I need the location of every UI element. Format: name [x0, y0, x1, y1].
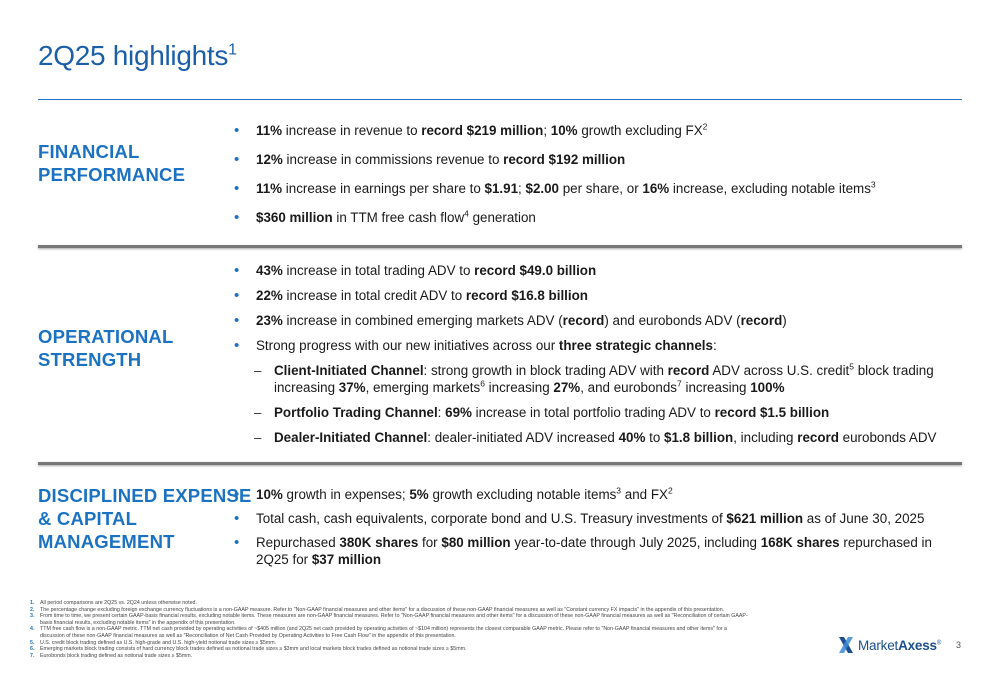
- footnote: 7. Eurobonds block trading defined as notional trade sizes ≥ $5mm.: [30, 652, 193, 659]
- bullet-expenses: • 10% growth in expenses; 5% growth excluding notable items$^3$ and $FX^2$: [232, 486, 962, 503]
- section-divider: [38, 245, 962, 248]
- logo-wordmark: MarketAxess®: [858, 637, 942, 653]
- sub-client-initiated: – Client-Initiated Channel: strong growth in block trading ADV with record ADV across U.S. credit$^5$ block trading increasing 37%, emerging markets$^6$ increasing 27%, and eurobonds$^7$ increasing 100%: [232, 362, 962, 396]
- footnote: 1. All period comparisons are 2Q25 vs. 2Q24 unless otherwise noted.: [30, 600, 197, 606]
- section-body-operational: [232, 262, 962, 446]
- section-label-operational: OPERATIONAL STRENGTH: [38, 326, 174, 370]
- bullet-eps: • 11% increase in earnings per share to $1.91; $2.00 per share, or 16% increase, excluding notable items$^3$: [232, 180, 962, 197]
- footnote: 3. From time to time, we present certain GAAP-basis financial results, excluding notable items. These measures are non-GAAP financial measures. Refer to "Non-GAAP financial measures and other items" for a discussion of these non-GAAP financial measures as well as "Reconciliation of certain GAAP-basis financial results, excluding notable items" in the appendix of this presentation.: [30, 613, 748, 626]
- bullet-free-cash-flow: • $360 million in TTM free cash flow$^4$ generation: [232, 209, 962, 226]
- bullet-cash-investments: • Total cash, cash equivalents, corporate bond and U.S. Treasury investments of $621 million as of June 30, 2025: [232, 510, 962, 527]
- bullet-revenue: • 11% increase in revenue to record $219 million; 10% growth excluding $FX^2$: [232, 122, 962, 139]
- title-rule: [38, 99, 962, 100]
- page-title: 2Q25 highlights$^1$: [38, 40, 237, 71]
- section-divider: [38, 462, 962, 465]
- bullet-em-eurobonds-adv: • 23% increase in combined emerging markets ADV (record) and eurobonds ADV (record): [232, 312, 962, 329]
- bullet-strategic-channels: • Strong progress with our new initiatives across our three strategic channels:: [232, 337, 962, 354]
- footnotes: [30, 600, 750, 659]
- section-body-financial: [232, 122, 962, 226]
- section-label-financial: FINANCIAL PERFORMANCE: [38, 141, 186, 185]
- bullet-total-trading-adv: • 43% increase in total trading ADV to record $49.0 billion: [232, 262, 962, 279]
- bullet-credit-adv: • 22% increase in total credit ADV to record $16.8 billion: [232, 287, 962, 304]
- marketaxess-logo: [838, 636, 941, 654]
- bullet-repurchases: • Repurchased 380K shares for $80 million year-to-date through July 2025, including 168K shares repurchased in 2Q25 for $37 million: [232, 534, 962, 568]
- footnote: 6. Emerging markets block trading consists of hard currency block trades defined as notional trade sizes ≥ $3mm and local markets block trades defined as notional trade sizes ≥ $5mm.: [30, 646, 467, 653]
- bullet-commissions: • 12% increase in commissions revenue to record $192 million: [232, 151, 962, 168]
- sub-dealer-initiated: – Dealer-Initiated Channel: dealer-initiated ADV increased 40% to $1.8 billion, including record eurobonds ADV: [232, 429, 962, 446]
- marketaxess-x-icon: [838, 636, 854, 654]
- footnote: 4. TTM free cash flow is a non-GAAP metric. TTM net cash provided by operating activities of ~$405 million (and 2Q25 net cash provided by operating activities of ~$104 million) represents the closest comparable GAAP metric. Please refer to "Non-GAAP financial measures and other items" for a discussion of these non-GAAP financial measures as well as "Reconciliation of Net Cash Provided by Operating Activities to Free Cash Flow" in the appendix of this presentation.: [30, 626, 727, 639]
- footnote: 2. The percentage change excluding foreign exchange currency fluctuations is a non-GAAP measure. Refer to "Non-GAAP financial measures and other items" for a discussion of these non-GAAP financial measures as well as "Constant currency FX impacts" in the appendix of this presentation.: [30, 606, 725, 613]
- section-body-disciplined: [232, 486, 962, 568]
- sub-portfolio-trading: – Portfolio Trading Channel: 69% increase in total portfolio trading ADV to record $1.5 billion: [232, 404, 962, 421]
- footnote: 5. U.S. credit block trading defined as U.S. high-grade and U.S. high-yield notional trade sizes ≥ $5mm.: [30, 639, 277, 646]
- section-label-disciplined: DISCIPLINED EXPENSE & CAPITAL MANAGEMENT: [38, 485, 252, 552]
- page-number: 3: [956, 640, 962, 650]
